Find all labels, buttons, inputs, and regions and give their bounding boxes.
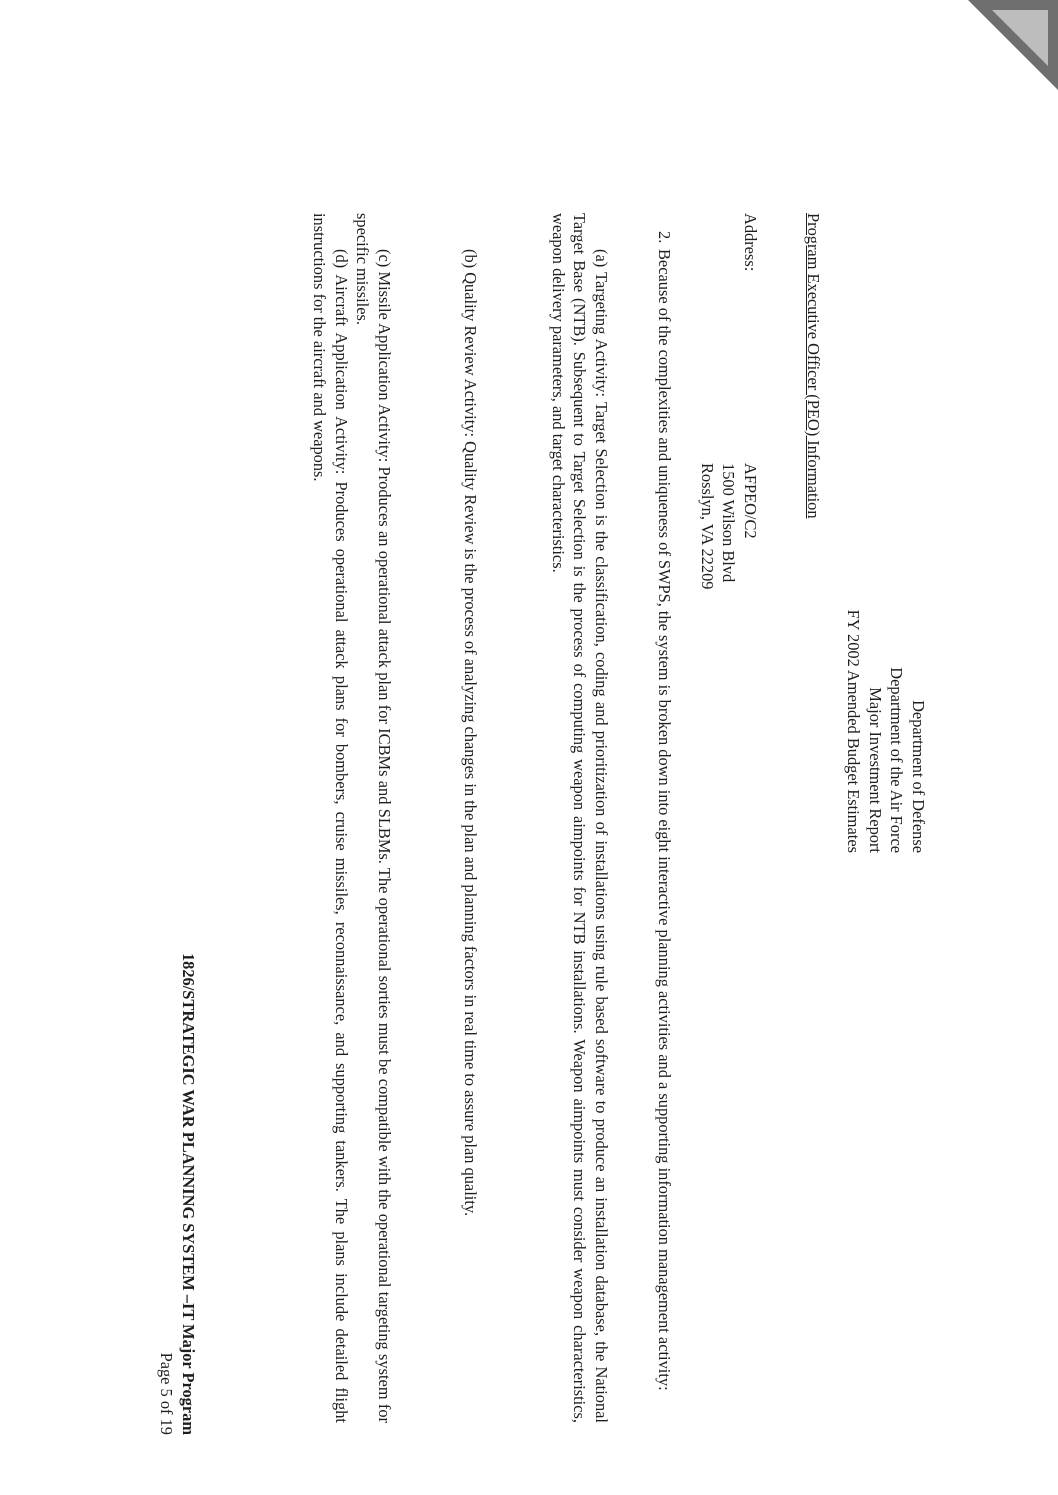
paragraph-2-number: 2. [655, 231, 674, 244]
header-line-air-force: Department of the Air Force [887, 667, 907, 853]
footer-page-number: Page 5 of 19 [157, 1352, 176, 1435]
header-line-budget-estimates: FY 2002 Amended Budget Estimates [844, 609, 864, 853]
peo-section-title: Program Executive Officer (PEO) Information [804, 213, 823, 519]
address-block [697, 463, 762, 589]
header-line-department-of-defense: Department of Defense [909, 700, 928, 853]
paragraph-c-text: (c) Missile Application Activity: Produces an operational attack plan for ICBMs and SLBMs. The operational sorties must be compatible with the operational targeting system for specific missiles. [353, 213, 394, 1423]
address-line-street: 1500 Wilson Blvd [719, 463, 739, 583]
paragraph-2-text: Because of the complexities and uniqueness of SWPS, the system is broken down into eight interactive planning activities and a supporting information management activity: [655, 249, 674, 1391]
paragraph-d-text: (d) Aircraft Application Activity: Produces operational attack plans for bombers, cruise missiles, reconnaissance, and supporting tankers. The plans include detailed flight instructions for the aircraft and weapons. [310, 213, 351, 1423]
document-header [843, 213, 929, 853]
address-label: Address: [741, 213, 760, 272]
address-line-city: Rosslyn, VA 22209 [698, 463, 717, 590]
paragraph-2 [654, 213, 676, 1459]
folded-corner-highlight [992, 10, 1048, 66]
paragraph-b-text: (b) Quality Review Activity: Quality Review is the process of analyzing changes in the plan and planning factors in real time to assure plan quality. [461, 249, 480, 1217]
rotated-document [157, 213, 1029, 1453]
footer-program-title: 1826/STRATEGIC WAR PLANNING SYSTEM –IT Major Program [179, 952, 198, 1435]
paragraph-d-aircraft-application [309, 213, 352, 1423]
paragraph-a-text: (a) Targeting Activity: Target Selection is the classification, coding and prioritization of installations using rule based software to produce an installation database, the National Target Base (NTB). Subsequent to Target Selection is the process of computing weapon aimpoints for NTB installations. Weapon aimpoints must consider weapon characteristics, weapon delivery parameters, and target characteristics. [549, 213, 611, 1423]
paragraph-a-targeting [548, 213, 613, 1423]
paragraph-b-quality-review [460, 213, 482, 1423]
paragraph-c-missile-application [352, 213, 395, 1423]
address-line-office: AFPEO/C2 [741, 463, 760, 539]
header-line-report-name: Major Investment Report [866, 687, 885, 853]
